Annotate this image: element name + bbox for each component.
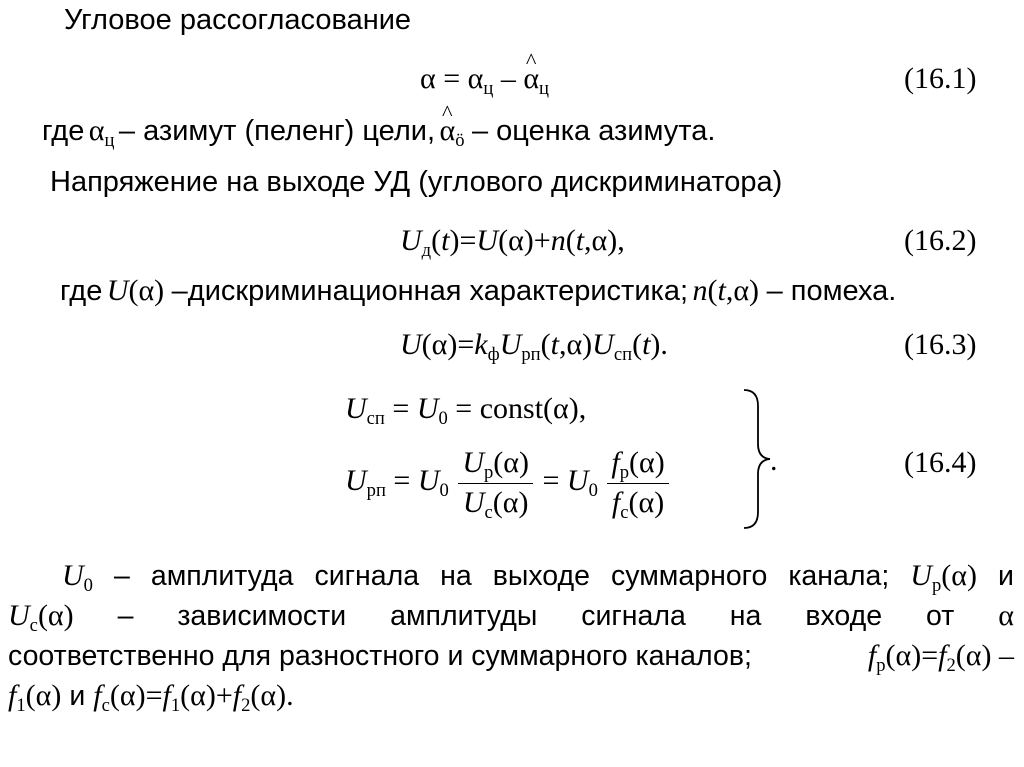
paragraph-line-3: соответственно для разностного и суммарного каналов; $f_р(\alpha)=f_2(\alpha)$ – — [8, 639, 1014, 676]
paragraph-line-4: $f_1(\alpha)$ и $f_с(\alpha)=f_1(\alpha)+f_2(\alpha)$. — [8, 679, 294, 716]
definition-line-1: где $\alpha_ц$ – азимут (пеленг) цели, ^ $\alpha_ö$ – оценка азимута. — [42, 114, 715, 148]
equation-number: (16.1) — [904, 62, 977, 95]
equation-16-3: $U(\alpha)=k_фU_{рп}(t,\alpha)U_{сп}(t)$. — [400, 328, 668, 365]
paragraph-line-2: $U_с(\alpha)$ – зависимости амплитуды сигнала на входе от α — [8, 599, 1014, 636]
equation-number: (16.2) — [904, 224, 977, 257]
equation-16-2: $U_д(t)=U(\alpha)+n(t,\alpha)$, — [400, 224, 625, 261]
section-heading: Напряжение на выходе УД (углового дискриминатора) — [50, 166, 783, 198]
equation-16-4-line-1: $U_{сп} = U_0$ = const(α), — [345, 392, 587, 429]
equation-16-4-line-2: $U_{рп} = U_0$ $\frac{U_р(\alpha)}{U_с(\alpha)}$ = $U_0$ $\frac{f_р(\alpha)}{f_с(\alpha)}$ — [345, 446, 671, 520]
page-title: Угловое рассогласование — [64, 4, 412, 36]
period: . — [770, 444, 778, 477]
explanation-paragraph — [8, 556, 1014, 716]
paragraph-line-1: $U_0$ – амплитуда сигнала на выходе суммарного канала; $U_р(\alpha)$ и — [62, 559, 1014, 596]
definition-line-2: где U(α) –дискриминационная характеристика; n(t,α) – помеха. — [60, 274, 897, 307]
equation-16-1: $\alpha = \alpha_ц$ – ^ $\alpha_ц$ — [420, 62, 549, 96]
fraction-amplitude: $\frac{U_р(\alpha)}{U_с(\alpha)}$ — [458, 446, 533, 520]
equation-number: (16.3) — [904, 328, 977, 361]
fraction-function: $\frac{f_р(\alpha)}{f_с(\alpha)}$ — [607, 446, 668, 520]
equation-number: (16.4) — [904, 446, 977, 479]
